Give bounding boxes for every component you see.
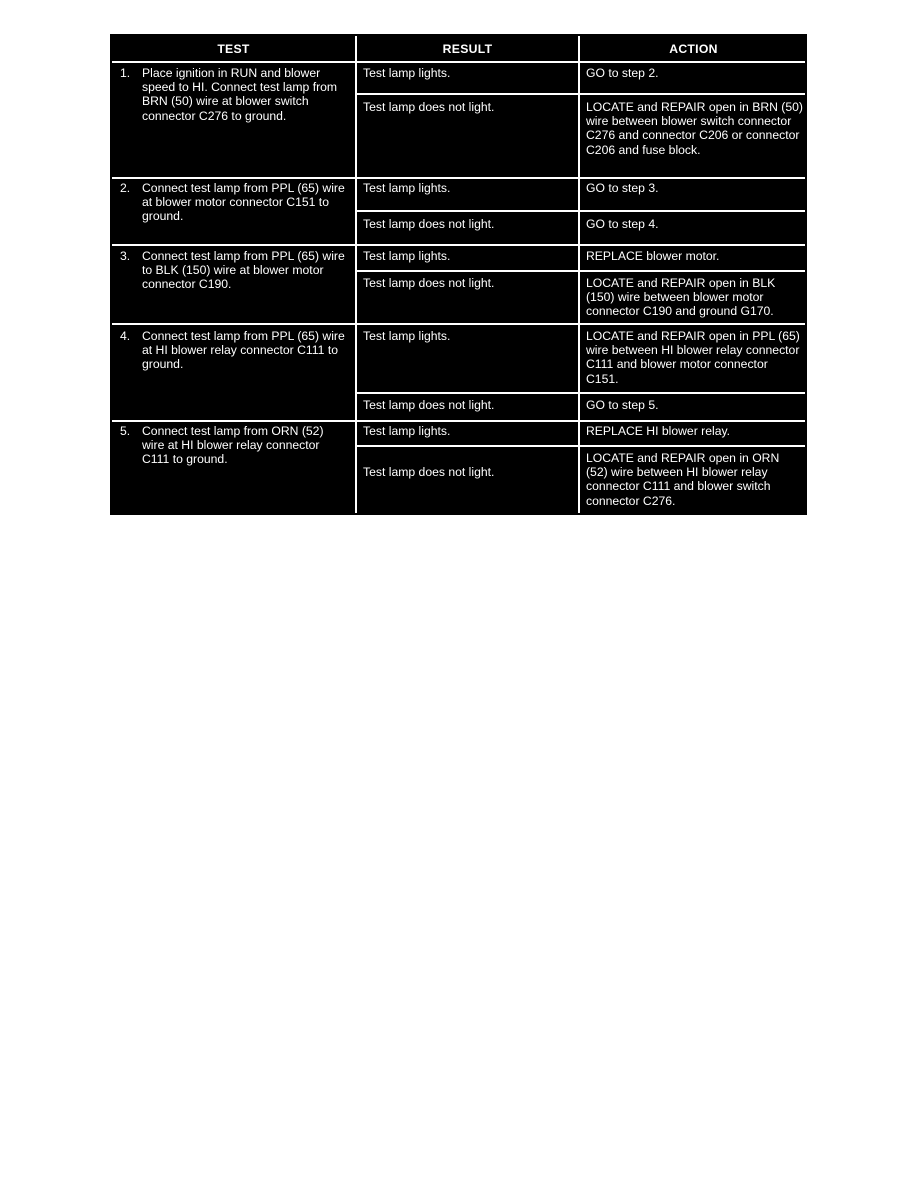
header-test: TEST [217, 42, 250, 56]
step-divider [112, 323, 805, 325]
step-test-text: Connect test lamp from PPL (65) wire at blower motor connector C151 to ground. [142, 181, 345, 224]
step-1-action-1: GO to step 2. [586, 66, 659, 80]
diagnostic-table [110, 34, 807, 515]
step-2-action-1: GO to step 3. [586, 181, 659, 195]
step-number: 4. [120, 329, 131, 343]
step-divider [112, 244, 805, 246]
header-divider [112, 61, 805, 63]
step-1-result-2: Test lamp does not light. [363, 100, 495, 114]
step-number: 5. [120, 424, 131, 438]
step-divider [112, 420, 805, 422]
step-test-text: Place ignition in RUN and blower speed to HI. Connect test lamp from BRN (50) wire at blower switch connector C276 to ground. [142, 66, 338, 123]
step-2-result-1: Test lamp lights. [363, 181, 451, 195]
step-5-action-2: LOCATE and REPAIR open in ORN (52) wire between HI blower relay connector C111 and blower switch connector C276. [586, 451, 780, 508]
step-1-action-2: LOCATE and REPAIR open in BRN (50) wire between blower switch connector C276 and connector C206 or connector C206 and fuse block. [586, 100, 803, 157]
step-test-text: Connect test lamp from ORN (52) wire at HI blower relay connector C111 to ground. [142, 424, 324, 467]
step-1-test [112, 66, 355, 178]
header-action: ACTION [669, 42, 718, 56]
row-divider [357, 445, 805, 447]
step-5-result-2: Test lamp does not light. [363, 465, 495, 479]
row-divider [357, 93, 805, 95]
step-number: 2. [120, 181, 131, 195]
step-4-result-2: Test lamp does not light. [363, 398, 495, 412]
step-3-result-1: Test lamp lights. [363, 249, 451, 263]
step-3-action-1: REPLACE blower motor. [586, 249, 720, 263]
step-5-result-1: Test lamp lights. [363, 424, 451, 438]
step-4-result-1: Test lamp lights. [363, 329, 451, 343]
step-4-action-2: GO to step 5. [586, 398, 659, 412]
step-test-text: Connect test lamp from PPL (65) wire to BLK (150) wire at blower motor connector C190. [142, 249, 345, 292]
step-divider [112, 177, 805, 179]
step-number: 3. [120, 249, 131, 263]
step-2-action-2: GO to step 4. [586, 217, 659, 231]
header-result: RESULT [442, 42, 493, 56]
step-4-test [112, 329, 355, 419]
step-2-result-2: Test lamp does not light. [363, 217, 495, 231]
step-5-test [112, 424, 355, 512]
step-3-action-2: LOCATE and REPAIR open in BLK (150) wire between blower motor connector C190 and ground G170. [586, 276, 776, 319]
step-test-text: Connect test lamp from PPL (65) wire at HI blower relay connector C111 to ground. [142, 329, 345, 372]
row-divider [357, 270, 805, 272]
step-3-result-2: Test lamp does not light. [363, 276, 495, 290]
step-number: 1. [120, 66, 131, 80]
step-2-test [112, 181, 355, 243]
step-5-action-1: REPLACE HI blower relay. [586, 424, 731, 438]
step-1-result-1: Test lamp lights. [363, 66, 451, 80]
row-divider [357, 392, 805, 394]
row-divider [357, 210, 805, 212]
step-4-action-1: LOCATE and REPAIR open in PPL (65) wire between HI blower relay connector C111 and blower motor connector C151. [586, 329, 800, 386]
step-3-test [112, 249, 355, 321]
